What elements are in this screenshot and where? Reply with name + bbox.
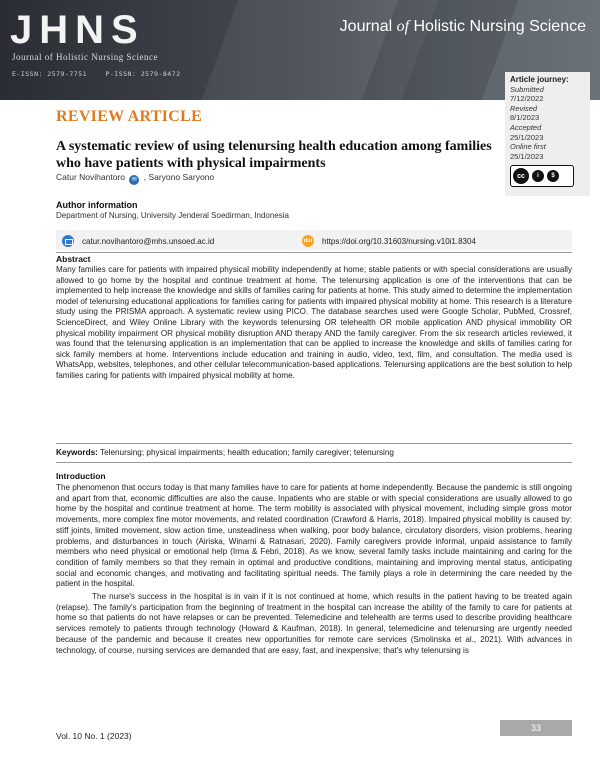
submitted-label: Submitted <box>510 84 544 94</box>
doi-link[interactable] <box>302 235 476 247</box>
author-affiliation: Department of Nursing, University Jenderal Soedirman, Indonesia <box>56 211 290 220</box>
keywords-line <box>56 448 394 457</box>
p-issn: P-ISSN: 2579-8472 <box>105 70 181 78</box>
email-author-icon[interactable]: ✉ <box>129 175 139 185</box>
doi-icon: doi <box>302 235 314 247</box>
online-first-label: Online first <box>510 142 546 152</box>
submitted-date: 7/12/2022 <box>510 94 544 104</box>
doi-url[interactable]: https://doi.org/10.31603/nursing.v10i1.8304 <box>322 236 476 246</box>
issn-line <box>12 70 194 78</box>
journey-title: Article journey: <box>510 75 569 84</box>
author-name: , Saryono Saryono <box>143 172 215 182</box>
article-title: A systematic review of using telenursing health education among families who have patients with physical impairments <box>56 139 492 171</box>
abstract-text: Many families care for patients with impaired physical mobility independently at home; stable patients or with special considerations are usually allowed to go home by the hospital and continue treatment at home. The telenursing application is one of the interventions that can be implemented to help increase the knowledge and skills of families caring for patients at home. This study aimed to determine the implementation model of telenursing educational applications for families caring for patients with impaired physical mobility at home. This research is a literature study using the PRISMA approach. A systematic review using PICO. The database searches used were Google Scholar, PubMed, Crossref, ScienceDirect, and Wiley Online Library with the keywords telenursing OR telehealth OR mobile application AND physical immobility OR physical mobility impairment OR physical mobility disruption AND therapy AND the family caregiver. From the six research articles reviewed, it was found that the telenursing application is an implementation that can be applied to increase the knowledge and skills of families caring for sick family members at home. Interventions include education and training in audio, video, text, film, and consultation. The media used is WhatsApp, websites, telephones, and other cellular telecommunication-based applications. Telenursing applications are the best solution to help families caring for patients with impaired physical mobility at home. <box>56 265 572 380</box>
e-issn: E-ISSN: 2579-7751 <box>12 70 88 78</box>
paragraph: The nurse's success in the hospital is in vain if it is not continued at home, which results in the patient having to be treated again (relapse). The family's participation from the beginning of treatment in the hospital can increase the ability of the family to care for patients at home so that patients do not have relapses or can be prevented. Telemedicine and telehealth are terms used to describe providing healthcare services remotely to patients through technology (Howard & Kaufman, 2018). In general, telemedicine and telenursing are urgently needed because of the pandemic and because it creates new opportunities for remote care services (Smolinska et al., 2021). With advances in technology, of course, nursing services are demanded that are easy, fast, and inexpensive; that's why telenursing is <box>56 592 572 655</box>
divider <box>56 462 572 463</box>
divider <box>56 252 572 253</box>
revised-label: Revised <box>510 103 538 113</box>
email-link[interactable] <box>62 235 214 247</box>
keywords-value: Telenursing; physical impairments; health education; family caregiver; telenursing <box>97 448 394 457</box>
revised-date: 8/1/2023 <box>510 113 540 123</box>
email-address[interactable]: catur.novihantoro@mhs.unsoed.ac.id <box>82 236 215 246</box>
introduction-body <box>56 483 572 656</box>
journal-logo-subtitle: Journal of Holistic Nursing Science <box>12 52 158 62</box>
author-info-heading: Author information <box>56 200 138 210</box>
introduction-heading: Introduction <box>56 471 106 481</box>
cc-icon: cc <box>513 168 529 184</box>
contact-bar <box>56 230 572 250</box>
page-number: 33 <box>500 720 572 736</box>
article-journey-box <box>505 72 590 196</box>
mail-icon <box>62 235 74 247</box>
paragraph: The phenomenon that occurs today is that many families have to care for patients at home independently. Because the pandemic is still ongoing and apart from that, economic difficulties are also the cause. Inpatients who are stable or with special considerations are usually allowed to go home by the hospital and continue treatment at home. The term mobility is associated with physical movement, including simple gross motor movements, more complex fine motor movements, and related coordination (Crawford & Harris, 2018). Impaired physical mobility is caused by: stiff joints, limited movement, slow action time, unsteadiness when walking, poor body balance, circulatory disorders, vision problems, hearing problems, and disturbances in touch (Airiska, Winarni & Ratnasari, 2020). Family caregivers provide informal, unpaid assistance to family members who need physical or emotional help (Irma & Febri, 2018). As we know, several family tasks include maintaining and caring for the condition of family members so that they remain in optimal and productive conditions, maintaining and improving mental status, anticipating social and economic changes, and motivating and facilitating spiritual needs. The family plays a role in determining the care needed by the patient in the hospital. <box>56 483 572 589</box>
author-name: Catur Novihantoro <box>56 172 125 182</box>
accepted-label: Accepted <box>510 122 542 132</box>
nc-icon: $ <box>547 170 559 182</box>
volume-info: Vol. 10 No. 1 (2023) <box>56 731 132 741</box>
cc-license-badge[interactable] <box>510 165 574 187</box>
author-list <box>56 172 214 185</box>
online-first-date: 25/1/2023 <box>510 151 544 161</box>
keywords-label: Keywords: <box>56 448 98 457</box>
by-icon: i <box>532 170 544 182</box>
article-type: REVIEW ARTICLE <box>56 108 203 125</box>
journal-title: Journal of Holistic Nursing Science <box>339 18 586 35</box>
accepted-date: 25/1/2023 <box>510 132 544 142</box>
journal-logo: JHNS <box>10 8 145 52</box>
abstract-heading: Abstract <box>56 254 91 264</box>
divider <box>56 443 572 444</box>
